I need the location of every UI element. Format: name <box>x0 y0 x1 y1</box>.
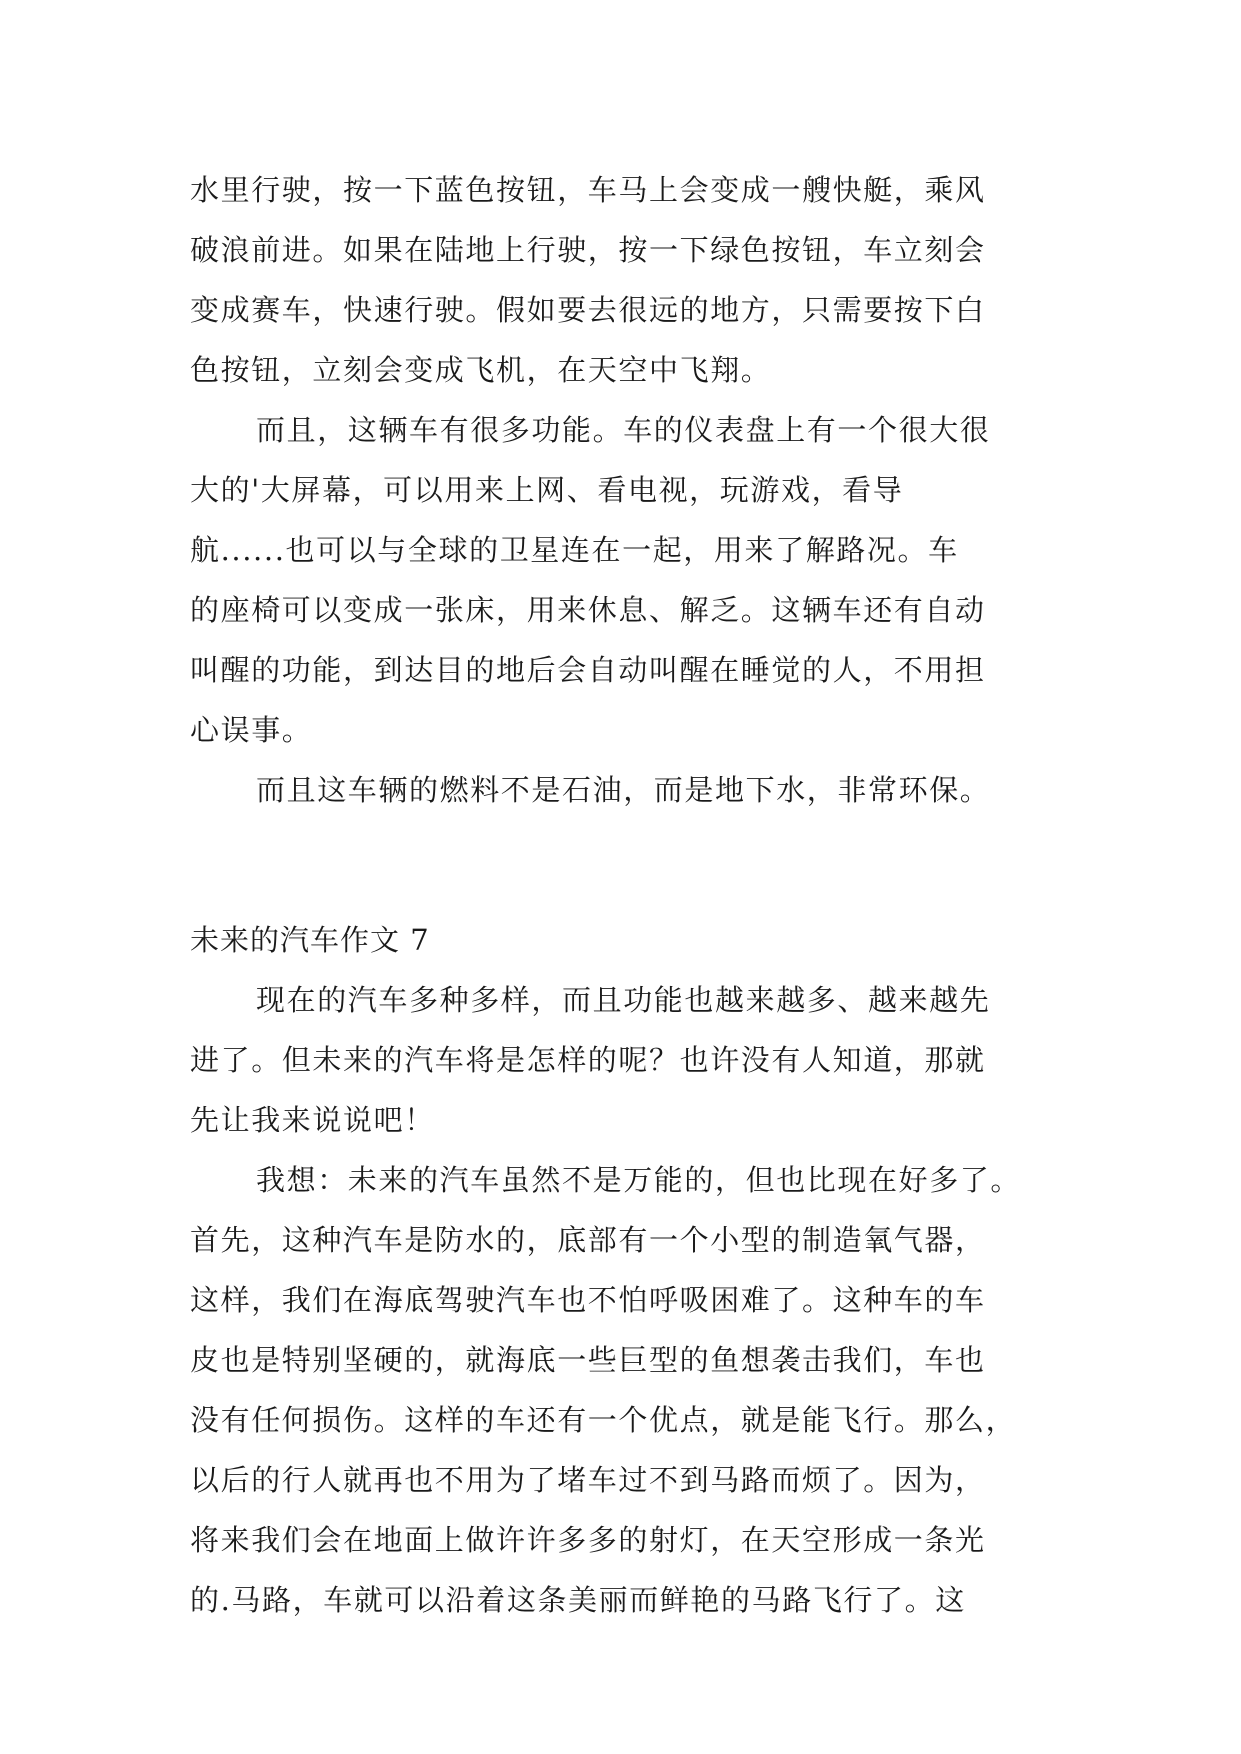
paragraph-intro <box>190 970 1052 1150</box>
text-line: 色按钮，立刻会变成飞机，在天空中飞翔。 <box>190 353 772 387</box>
essay-title: 未来的汽车作文 7 <box>190 923 430 957</box>
text-line: 的座椅可以变成一张床，用来休息、解乏。这辆车还有自动 <box>190 593 986 627</box>
text-line: 水里行驶，按一下蓝色按钮，车马上会变成一艘快艇，乘风 <box>190 173 986 207</box>
text-line: 首先，这种汽车是防水的，底部有一个小型的制造氧气器， <box>190 1223 986 1257</box>
document-page <box>190 160 1052 1630</box>
text-line: 而且这车辆的燃料不是石油，而是地下水，非常环保。 <box>256 773 991 807</box>
paragraph-body <box>190 1150 1052 1630</box>
text-line: 航......也可以与全球的卫星连在一起，用来了解路况。车 <box>190 533 959 567</box>
text-line: 没有任何损伤。这样的车还有一个优点，就是能飞行。那么， <box>190 1403 1017 1437</box>
text-line: 我想：未来的汽车虽然不是万能的，但也比现在好多了。 <box>256 1163 1022 1197</box>
text-line: 破浪前进。如果在陆地上行驶，按一下绿色按钮，车立刻会 <box>190 233 986 267</box>
text-line: 心误事。 <box>190 713 313 747</box>
text-line: 进了。但未来的汽车将是怎样的呢？也许没有人知道，那就 <box>190 1043 986 1077</box>
section-gap <box>190 820 1052 910</box>
text-line: 现在的汽车多种多样，而且功能也越来越多、越来越先 <box>256 983 991 1017</box>
text-line: 变成赛车，快速行驶。假如要去很远的地方，只需要按下白 <box>190 293 986 327</box>
text-line: 先让我来说说吧！ <box>190 1103 435 1137</box>
text-line: 大的'大屏幕，可以用来上网、看电视，玩游戏，看导 <box>190 473 904 507</box>
text-line: 叫醒的功能，到达目的地后会自动叫醒在睡觉的人，不用担 <box>190 653 986 687</box>
paragraph-continuation <box>190 160 1052 400</box>
text-line: 将来我们会在地面上做许许多多的射灯，在天空形成一条光 <box>190 1523 986 1557</box>
text-line: 而且，这辆车有很多功能。车的仪表盘上有一个很大很 <box>256 413 991 447</box>
text-line: 皮也是特别坚硬的，就海底一些巨型的鱼想袭击我们，车也 <box>190 1343 986 1377</box>
paragraph-functions <box>190 400 1052 760</box>
text-line: 这样，我们在海底驾驶汽车也不怕呼吸困难了。这种车的车 <box>190 1283 986 1317</box>
text-line: 的.马路，车就可以沿着这条美丽而鲜艳的马路飞行了。这 <box>190 1583 966 1617</box>
text-line: 以后的行人就再也不用为了堵车过不到马路而烦了。因为， <box>190 1463 986 1497</box>
paragraph-fuel <box>190 760 1052 820</box>
